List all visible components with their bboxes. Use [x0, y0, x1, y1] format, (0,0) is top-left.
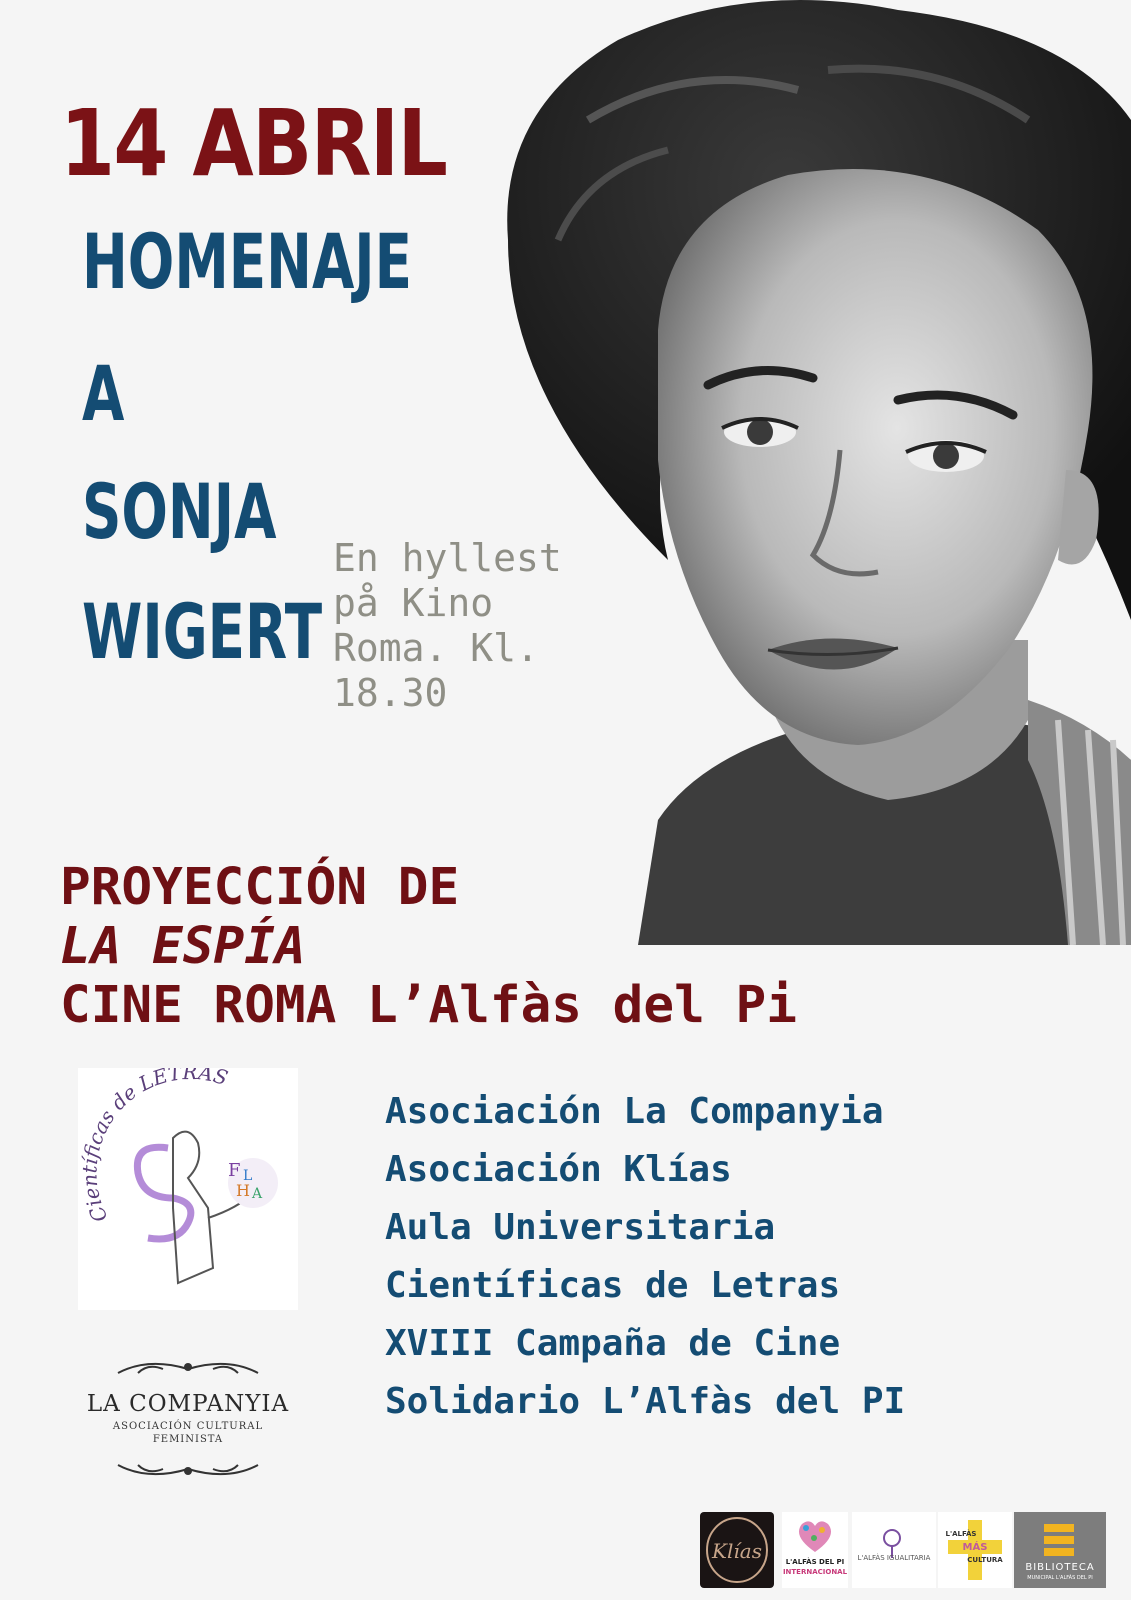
- klias-text: Klías: [712, 1539, 762, 1563]
- letter-f: F: [228, 1160, 241, 1181]
- organizers-list: [385, 1083, 905, 1431]
- alfas-internacional-logo: [782, 1512, 848, 1588]
- norwegian-note-line: på Kino: [333, 581, 494, 625]
- biblioteca-sub-text: MUNICIPAL L'ALFÀS DEL PI: [1027, 1575, 1093, 1581]
- homenaje-line-4: WIGERT: [82, 587, 323, 676]
- alfas-igualitaria-logo: [852, 1512, 936, 1588]
- biblioteca-text: BIBLIOTECA: [1025, 1562, 1095, 1573]
- event-date: 14 ABRIL: [60, 90, 447, 197]
- organizer-item: Aula Universitaria: [385, 1207, 776, 1248]
- klias-logo: [700, 1512, 774, 1588]
- cientificas-arc-text: Científicas de LETRAS: [78, 1068, 231, 1226]
- homenaje-line-2: A: [82, 349, 125, 438]
- heart-icon: [782, 1512, 848, 1588]
- mas-bottom-text: CULTURA: [967, 1556, 1003, 1564]
- norwegian-note-line: En hyllest: [333, 536, 562, 580]
- organizer-item: Solidario L’Alfàs del PI: [385, 1381, 906, 1422]
- companyia-ornament: [78, 1355, 298, 1485]
- companyia-subtitle-2: FEMINISTA: [152, 1434, 224, 1445]
- cientificas-de-letras-logo: [78, 1068, 298, 1310]
- organizer-item: Asociación La Companyia: [385, 1091, 884, 1132]
- igualitaria-text: L'ALFÀS IGUALITARIA: [857, 1554, 931, 1562]
- biblioteca-logo: [1014, 1512, 1106, 1588]
- cientificas-logo-graphic: [78, 1068, 298, 1310]
- internacional-top-text: L'ALFÀS DEL PI: [785, 1558, 845, 1566]
- organizer-item: Asociación Klías: [385, 1149, 732, 1190]
- companyia-name: LA COMPANYIA: [86, 1391, 290, 1417]
- norwegian-note-line: 18.30: [333, 671, 448, 715]
- alfas-mas-cultura-logo: [938, 1512, 1012, 1588]
- letter-a: A: [252, 1186, 263, 1202]
- igualitaria-icon: [852, 1512, 936, 1588]
- norwegian-note: [333, 536, 603, 716]
- film-title: LA ESPÍA: [60, 917, 306, 976]
- organizer-item: Científicas de Letras: [385, 1265, 841, 1306]
- letter-l: L: [243, 1168, 253, 1184]
- mas-word-text: MÁS: [962, 1542, 988, 1553]
- homenaje-line-1: HOMENAJE: [82, 217, 413, 306]
- la-companyia-logo: [78, 1355, 298, 1485]
- letter-h: H: [236, 1181, 250, 1200]
- internacional-bottom-text: INTERNACIONAL: [782, 1568, 848, 1576]
- venue: CINE ROMA L’Alfàs del Pi: [60, 976, 797, 1035]
- mas-top-text: L'ALFÀS: [945, 1530, 977, 1538]
- companyia-subtitle: ASOCIACIÓN CULTURAL: [112, 1421, 264, 1432]
- projection-title: PROYECCIÓN DE: [60, 858, 460, 917]
- organizer-item: XVIII Campaña de Cine: [385, 1323, 841, 1364]
- klias-logo-graphic: [700, 1512, 774, 1588]
- norwegian-note-line: Roma. Kl.: [333, 626, 539, 670]
- sonja-wigert-portrait: [468, 0, 1131, 945]
- homenaje-line-3: SONJA: [82, 467, 277, 556]
